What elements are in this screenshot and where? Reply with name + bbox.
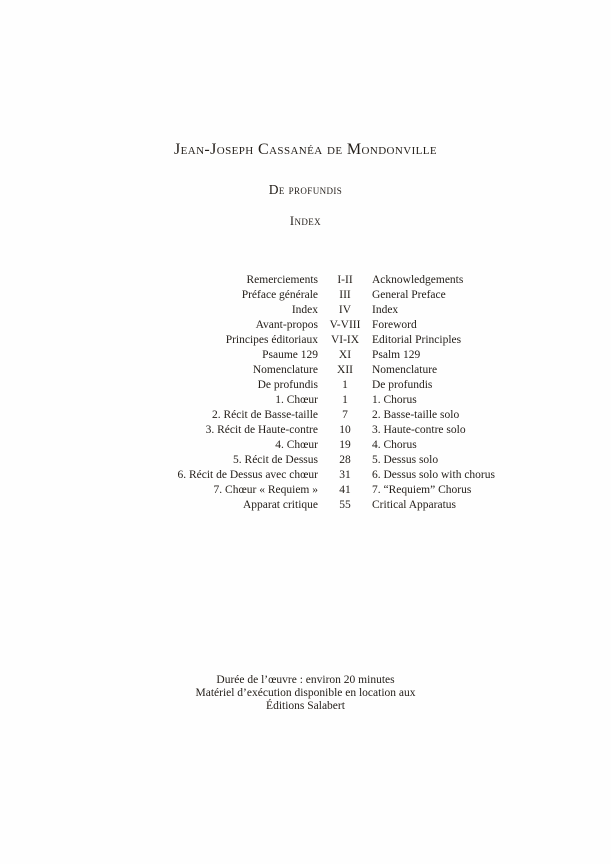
index-entry-french: 5. Récit de Dessus — [233, 454, 318, 466]
index-entry-french: Index — [291, 304, 318, 316]
index-table — [132, 273, 572, 513]
footer-rental-line: Matériel d’exécution disponible en location aux — [195, 687, 416, 699]
index-entry-page-number: 41 — [339, 484, 351, 496]
index-entry-english: Foreword — [372, 319, 417, 331]
index-entry-page-number: 7 — [342, 409, 348, 421]
index-entry-page-number: XI — [338, 349, 352, 361]
index-entry-page-number: 31 — [339, 469, 351, 481]
page-footer — [0, 674, 611, 713]
index-entry-english: 2. Basse-taille solo — [372, 409, 460, 421]
index-entry-english: General Preface — [372, 289, 446, 301]
footer-duration-line: Durée de l’œuvre : environ 20 minutes — [216, 674, 395, 686]
index-entry-english: 5. Dessus solo — [372, 454, 439, 466]
index-entry-page-number: 55 — [339, 499, 351, 511]
index-entry-english: De profundis — [372, 379, 433, 391]
index-entry-page-number: VI-IX — [330, 334, 360, 346]
index-entry-english: Acknowledgements — [372, 274, 464, 286]
index-entry-french: Apparat critique — [242, 499, 318, 511]
index-entry-page-number: 10 — [339, 424, 351, 436]
index-entry-french: 3. Récit de Haute-contre — [205, 424, 318, 436]
index-entry-french: Psaume 129 — [262, 349, 318, 361]
index-entry-page-number: 28 — [339, 454, 351, 466]
index-entry-page-number: V-VIII — [329, 319, 361, 331]
index-entry-french: 4. Chœur — [275, 439, 318, 451]
index-entry-page-number: IV — [338, 304, 352, 316]
index-entry-english: Critical Apparatus — [372, 499, 456, 511]
index-entry-french: 6. Récit de Dessus avec chœur — [177, 469, 318, 481]
index-entry-english: 4. Chorus — [372, 439, 417, 451]
index-entry-page-number: I-II — [337, 274, 353, 286]
index-entry-french: De profundis — [257, 379, 318, 391]
index-entry-english: 7. “Requiem” Chorus — [372, 484, 472, 496]
index-entry-english: Nomenclature — [372, 364, 438, 376]
work-title: De profundis — [268, 182, 343, 197]
index-entry-french: 2. Récit de Basse-taille — [211, 409, 318, 421]
index-entry-english: Index — [372, 304, 399, 316]
index-entry-english: Editorial Principles — [372, 334, 462, 346]
footer-publisher-line: Éditions Salabert — [266, 700, 345, 712]
index-entry-french: Avant-propos — [255, 319, 318, 331]
index-entry-french: Nomenclature — [252, 364, 318, 376]
index-entry-page-number: 1 — [342, 394, 348, 406]
index-entry-english: Psalm 129 — [372, 349, 421, 361]
index-entry-english: 1. Chorus — [372, 394, 417, 406]
index-entry-english: 6. Dessus solo with chorus — [372, 469, 495, 481]
index-entry-page-number: XII — [337, 364, 353, 376]
index-entry-english: 3. Haute-contre solo — [372, 424, 466, 436]
index-entry-page-number: 1 — [342, 379, 348, 391]
index-entry-french: Remerciements — [246, 274, 318, 286]
composer-name: Jean-Joseph Cassanéa de Mondonville — [173, 141, 437, 158]
index-entry-page-number: 19 — [339, 439, 351, 451]
index-entry-french: 7. Chœur « Requiem » — [213, 484, 318, 496]
index-entry-french: Préface générale — [241, 289, 318, 301]
index-heading: Index — [289, 214, 322, 228]
index-entry-page-number: III — [339, 289, 351, 301]
index-entry-french: Principes éditoriaux — [225, 334, 318, 346]
index-entry-french: 1. Chœur — [275, 394, 318, 406]
